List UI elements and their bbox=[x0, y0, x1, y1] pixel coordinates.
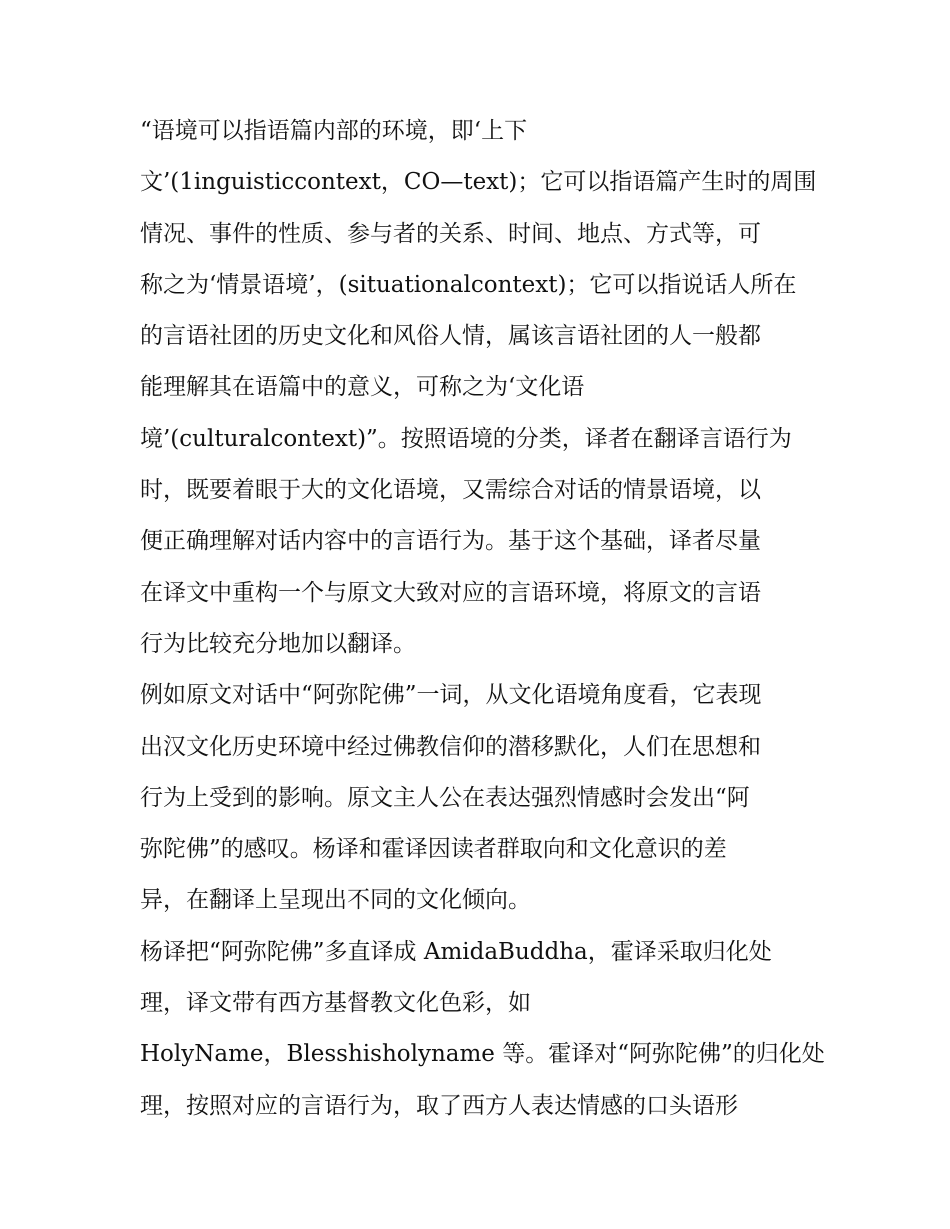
text-line: 便正确理解对话内容中的言语行为。基于这个基础，译者尽量 bbox=[140, 528, 761, 555]
body-text bbox=[140, 106, 830, 1132]
text-line: HolyName，Blesshisholyname 等。霍译对“阿弥陀佛”的归化处 bbox=[140, 1041, 825, 1068]
text-line: 行为比较充分地加以翻译。 bbox=[140, 630, 416, 657]
text-line: 在译文中重构一个与原文大致对应的言语环境，将原文的言语 bbox=[140, 579, 761, 606]
text-line: 文’(1inguisticcontext，CO—text)；它可以指语篇产生时的周围 bbox=[140, 169, 817, 196]
text-line: “语境可以指语篇内部的环境，即‘上下 bbox=[140, 118, 528, 144]
text-line: 的言语社团的历史文化和风俗人情，属该言语社团的人一般都 bbox=[140, 323, 761, 350]
text-line: 境’(culturalcontext)”。按照语境的分类，译者在翻译言语行为 bbox=[140, 425, 792, 452]
text-line: 异，在翻译上呈现出不同的文化倾向。 bbox=[140, 887, 531, 914]
text-line: 例如原文对话中“阿弥陀佛”一词，从文化语境角度看，它表现 bbox=[140, 682, 762, 709]
text-line: 时，既要着眼于大的文化语境，又需综合对话的情景语境，以 bbox=[140, 477, 761, 504]
text-line: 弥陀佛”的感叹。杨译和霍译因读者群取向和文化意识的差 bbox=[140, 836, 727, 863]
text-line: 杨译把“阿弥陀佛”多直译成 AmidaBuddha，霍译采取归化处 bbox=[140, 938, 772, 965]
text-line: 能理解其在语篇中的意义，可称之为‘文化语 bbox=[140, 374, 585, 401]
text-line: 出汉文化历史环境中经过佛教信仰的潜移默化，人们在思想和 bbox=[140, 733, 761, 760]
text-line: 理，译文带有西方基督教文化色彩，如 bbox=[140, 990, 531, 1017]
text-line: 理，按照对应的言语行为，取了西方人表达情感的口头语形 bbox=[140, 1092, 738, 1119]
text-line: 行为上受到的影响。原文主人公在表达强烈情感时会发出“阿 bbox=[140, 784, 750, 811]
text-line: 称之为‘情景语境’，(situationalcontext)；它可以指说话人所在 bbox=[140, 271, 797, 298]
text-line: 情况、事件的性质、参与者的关系、时间、地点、方式等，可 bbox=[140, 220, 761, 247]
